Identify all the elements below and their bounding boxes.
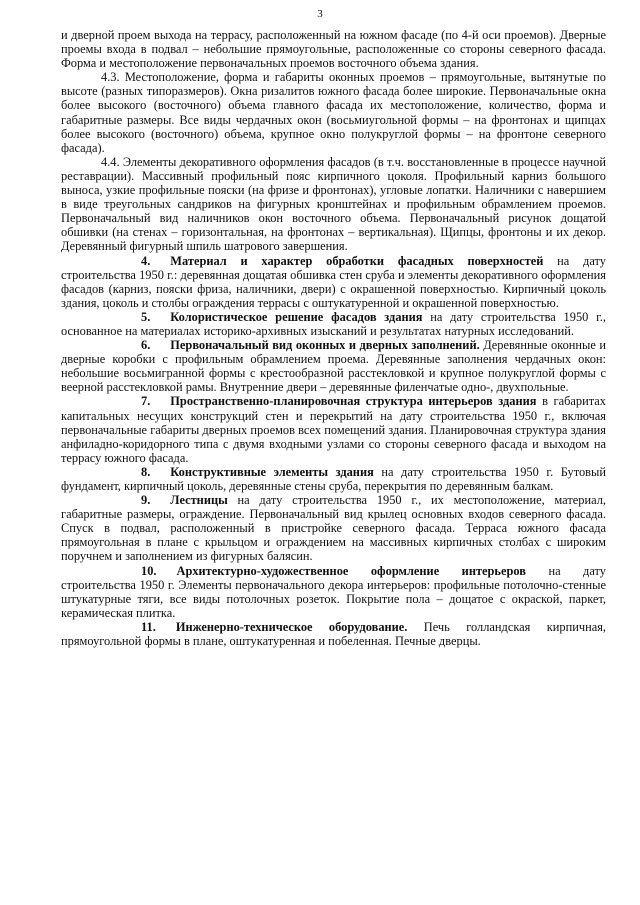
- section-8: [61, 465, 606, 493]
- section-text: на дату строительства 1950 г. Элементы первоначального декора интерьеров: профильные потолочно-стенные штукатурные тяги, все виды потолочных розеток. Покрытие пола – дощатое с окраской, паркет, керамическая плитка.: [61, 563, 606, 620]
- section-11: [61, 620, 606, 648]
- section-title: Инженерно-техническое оборудование.: [175, 619, 408, 634]
- section-number: 4.: [141, 253, 151, 268]
- section-text: на дату строительства 1950 г.: деревянная дощатая обшивка стен сруба и элементы декоративного оформления фасадов (карниз, пояски фриза, наличники, двери) с окрашенной поверхностью. Кирпичный цоколь здания, цоколь и столбы ограждения террасы с оштукатуренной и окрашенной поверхностью.: [61, 253, 606, 310]
- section-title: Лестницы: [170, 493, 228, 508]
- section-title: Конструктивные элементы здания: [170, 464, 374, 479]
- section-title: Колористическое решение фасадов здания: [170, 309, 423, 324]
- section-number: 5.: [141, 309, 151, 324]
- section-4: [61, 254, 606, 310]
- section-text: в габаритах капитальных несущих конструкций стен и перекрытий на дату строительства 1950 г., включая первоначальные габариты дверных проемов всех помещений здания. Планировочная структура здания анфиладно-коридорного типа с двумя входными узлами со стороны северного фасада и выходом на террасу южного фасада.: [61, 394, 606, 465]
- section-7: [61, 394, 606, 464]
- page-number: 3: [317, 8, 323, 20]
- section-number: 10.: [141, 563, 157, 578]
- document-body: [61, 28, 606, 648]
- paragraph-4-3: 4.3. Местоположение, форма и габариты оконных проемов – прямоугольные, вытянутые по высоте (разных типоразмеров). Окна ризалитов южного фасада более широкие. Первоначальные окна более высокого (восточного) объема главного фасада их местоположение, количество, форма и габаритные размеры. Все виды чердачных окон (восьмиугольной формы – на фронтонах и щипцах более высокого (восточного) объема, крупное окно полукруглой формы – на фронтоне северного фасада).: [61, 70, 606, 155]
- section-number: 9.: [141, 493, 151, 508]
- section-number: 7.: [141, 394, 151, 409]
- section-text: на дату строительства 1950 г., их местоположение, материал, габаритные размеры, ограждение. Первоначальный вид крылец основных входов северного фасада. Спуск в подвал, расположенный в пристройке северного фасада. Терраса южного фасада прямоугольная в плане с крыльцом и ограждением на массивных кирпичных столбах с широким поручнем и заполнением из фигурных балясин.: [61, 493, 606, 564]
- section-title: Архитектурно-художественное оформление интерьеров: [176, 563, 526, 578]
- section-text: Печь голландская кирпичная, прямоугольной формы в плане, оштукатуренная и побеленная. Печные дверцы.: [61, 619, 607, 649]
- section-6: [61, 338, 606, 394]
- paragraph-4-4: 4.4. Элементы декоративного оформления фасадов (в т.ч. восстановленные в процессе научной реставрации). Массивный профильный пояс кирпичного цоколя. Профильный карниз большого выноса, узкие профильные пояски (на фризе и фронтонах), угловые лопатки. Наличники с навершием в виде треугольных сандриков на фигурных кронштейнах и профильным обрамлением проемов. Первоначальный вид наличников окон восточного объема. Первоначальный рисунок дощатой обшивки (на стенах – горизонтальная, на фронтонах – вертикальная). Щипцы, фронтоны и их декор. Деревянный фигурный шпиль шатрового завершения.: [61, 154, 606, 254]
- section-text: Деревянные оконные и дверные коробки с профильным обрамлением проема. Деревянные заполнения чердачных окон: небольшие восьмигранной формы с крестообразной расстекловкой и крупное полукруглой формы с веерной расстекловкой рамы. Внутренние двери – деревянные филенчатые одно-, двухпольные.: [61, 338, 606, 395]
- section-text: на дату строительства 1950 г. Бутовый фундамент, кирпичный цоколь, деревянные стены сруба, перекрытия по деревянным балкам.: [61, 464, 606, 493]
- section-10: [61, 564, 606, 620]
- section-5: [61, 310, 606, 338]
- section-title: Пространственно-планировочная структура интерьеров здания: [170, 394, 537, 409]
- section-number: 8.: [141, 464, 151, 479]
- section-text: на дату строительства 1950 г., основанное на материалах историко-архивных изысканий и результатах натурных исследований.: [61, 309, 606, 338]
- section-title: Первоначальный вид оконных и дверных заполнений.: [170, 338, 480, 353]
- section-9: [61, 493, 606, 563]
- section-title: Материал и характер обработки фасадных поверхностей: [170, 253, 544, 268]
- paragraph-intro: и дверной проем выхода на террасу, расположенный на южном фасаде (по 4-й оси проемов). Дверные проемы входа в подвал – небольшие прямоугольные, расположенные со стороны северного фасада. Форма и местоположение первоначальных проемов восточного объема здания.: [61, 28, 606, 71]
- section-number: 11.: [141, 619, 156, 634]
- section-number: 6.: [141, 338, 151, 353]
